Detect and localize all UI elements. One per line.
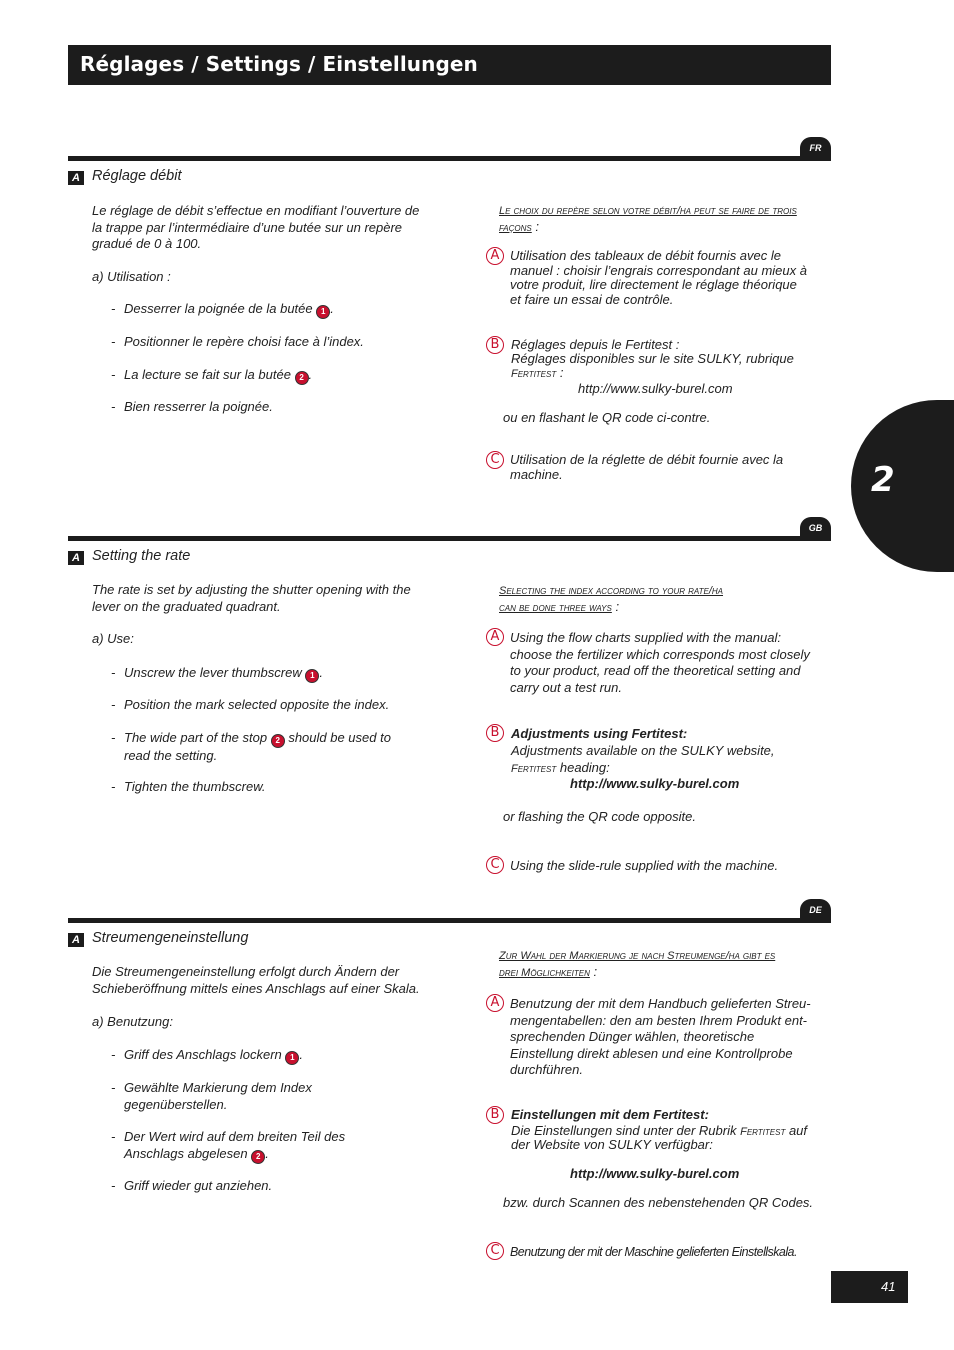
- section-title-fr: Réglage débit: [92, 168, 182, 184]
- callout-2-icon: 2: [295, 371, 309, 385]
- step-de-2: Gewählte Markierung dem Index gegenüberstellen.: [124, 1080, 312, 1112]
- option-c-icon: C: [486, 856, 504, 874]
- url-link-fr[interactable]: http://www.sulky-burel.com: [578, 381, 733, 396]
- option-a-icon: A: [486, 628, 504, 646]
- option-b-rubric-fr: Fertitest :: [511, 365, 564, 380]
- step-gb-4: Tighten the thumbscrew.: [124, 779, 266, 794]
- use-label-de: a) Benutzung:: [92, 1014, 173, 1029]
- option-b-text-de: Die Einstellungen sind unter der Rubrik Fertitest auf: [511, 1123, 808, 1138]
- step-gb-3: The wide part of the stop 2 should be used to read the setting.: [124, 730, 391, 763]
- option-a-icon: A: [486, 247, 504, 265]
- option-b-icon: B: [486, 336, 504, 354]
- section-divider-fr: [68, 156, 831, 161]
- option-b-icon: B: [486, 724, 504, 742]
- dash: -: [111, 367, 116, 382]
- callout-2-icon: 2: [271, 734, 285, 748]
- option-b-text2-de: der Website von SULKY verfügbar:: [511, 1137, 713, 1152]
- option-c-de: Benutzung der mit der Maschine gelieferten Einstellskala.: [510, 1245, 797, 1259]
- dash: -: [111, 301, 116, 316]
- option-a-de: Benutzung der mit dem Handbuch gelieferten Streu- mengentabellen: den am besten Ihrem Produkt ent- sprechenden Dünger wählen, theoretische Einstellung direkt ablesen und eine Kontrollprobe durchführen.: [510, 996, 811, 1077]
- option-b-rubric-gb: Fertitest heading:: [511, 760, 610, 775]
- choice-heading-gb: Selecting the index according to your rate/ha can be done three ways :: [499, 585, 724, 614]
- section-title-de: Streumengeneinstellung: [92, 930, 249, 946]
- option-b-icon: B: [486, 1106, 504, 1124]
- option-b-title-de: Einstellungen mit dem Fertitest:: [511, 1107, 709, 1122]
- qr-text-de: bzw. durch Scannen des nebenstehenden QR Codes.: [503, 1195, 814, 1210]
- section-marker-de: A: [68, 933, 84, 947]
- step-fr-2: Positionner le repère choisi face à l’index.: [124, 334, 364, 349]
- section-marker-fr: A: [68, 171, 84, 185]
- option-c-icon: C: [486, 1242, 504, 1260]
- step-fr-1: Desserrer la poignée de la butée 1 .: [124, 301, 334, 319]
- section-title-gb: Setting the rate: [92, 548, 191, 564]
- page-number: 41: [881, 1279, 896, 1294]
- step-de-4: Griff wieder gut anziehen.: [124, 1178, 273, 1193]
- dash: -: [111, 697, 116, 712]
- step-de-1: Griff des Anschlags lockern 1 .: [124, 1047, 303, 1065]
- option-c-fr: Utilisation de la réglette de débit fournie avec la machine.: [510, 452, 784, 482]
- dash: -: [111, 1047, 116, 1062]
- use-label-gb: a) Use:: [92, 631, 134, 646]
- dash: -: [111, 1080, 116, 1095]
- callout-1-icon: 1: [285, 1051, 299, 1065]
- callout-1-icon: 1: [316, 305, 330, 319]
- step-fr-4: Bien resserrer la poignée.: [124, 399, 273, 414]
- dash: -: [111, 779, 116, 794]
- dash: -: [111, 1178, 116, 1193]
- intro-de: Die Streumengeneinstellung erfolgt durch Ändern der Schieberöffnung mittels eines Anschlags auf einer Skala.: [92, 964, 420, 996]
- url-link-gb[interactable]: http://www.sulky-burel.com: [570, 776, 740, 791]
- use-label-fr: a) Utilisation :: [92, 269, 171, 284]
- page-title: Réglages / Settings / Einstellungen: [80, 52, 478, 76]
- page-number-box: [831, 1271, 908, 1303]
- lang-badge-de: DE: [800, 899, 831, 921]
- section-divider-gb: [68, 536, 831, 541]
- intro-fr: Le réglage de débit s’effectue en modifiant l’ouverture de la trappe par l’intermédiaire d’une butée sur un repère gradué de 0 à 100.: [92, 203, 420, 251]
- dash: -: [111, 334, 116, 349]
- section-divider-de: [68, 918, 831, 923]
- dash: -: [111, 1129, 116, 1144]
- dash: -: [111, 730, 116, 745]
- lang-badge-fr: FR: [800, 137, 831, 159]
- dash: -: [111, 665, 116, 680]
- option-a-icon: A: [486, 994, 504, 1012]
- callout-2-icon: 2: [251, 1150, 265, 1164]
- intro-gb: The rate is set by adjusting the shutter opening with the lever on the graduated quadrant.: [92, 582, 411, 614]
- option-c-gb: Using the slide-rule supplied with the machine.: [510, 858, 779, 873]
- option-b-title-gb: Adjustments using Fertitest:: [511, 726, 688, 741]
- lang-badge-gb: GB: [800, 517, 831, 539]
- chapter-tab: [851, 400, 954, 572]
- option-c-icon: C: [486, 451, 504, 469]
- step-fr-3: La lecture se fait sur la butée 2 .: [124, 367, 312, 385]
- header-bar: [68, 45, 831, 85]
- choice-heading-fr: Le choix du repère selon votre débit/ha peut se faire de trois façons :: [499, 205, 797, 234]
- url-link-de[interactable]: http://www.sulky-burel.com: [570, 1166, 740, 1181]
- qr-text-fr: ou en flashant le QR code ci-contre.: [503, 410, 711, 425]
- step-de-3: Der Wert wird auf dem breiten Teil des Anschlags abgelesen 2 .: [124, 1129, 345, 1164]
- chapter-number: 2: [871, 460, 895, 500]
- option-a-fr: Utilisation des tableaux de débit fournis avec le manuel : choisir l’engrais correspondant au mieux à votre produit, lire directement le réglage théorique et faire un essai de contrôle.: [510, 248, 807, 307]
- callout-1-icon: 1: [305, 669, 319, 683]
- option-b-title-fr: Réglages depuis le Fertitest :: [511, 337, 680, 352]
- step-gb-2: Position the mark selected opposite the index.: [124, 697, 390, 712]
- section-marker-gb: A: [68, 551, 84, 565]
- dash: -: [111, 399, 116, 414]
- option-b-text-gb: Adjustments available on the SULKY website,: [511, 743, 775, 758]
- qr-text-gb: or flashing the QR code opposite.: [503, 809, 696, 824]
- option-b-text-fr: Réglages disponibles sur le site SULKY, rubrique: [511, 351, 794, 366]
- step-gb-1: Unscrew the lever thumbscrew 1 .: [124, 665, 323, 683]
- choice-heading-de: Zur Wahl der Markierung je nach Streumenge/ha gibt es drei Möglichkeiten :: [499, 950, 776, 979]
- option-a-gb: Using the flow charts supplied with the manual: choose the fertilizer which corresponds most closely to your product, read off the theoretical setting and carry out a test run.: [510, 630, 810, 695]
